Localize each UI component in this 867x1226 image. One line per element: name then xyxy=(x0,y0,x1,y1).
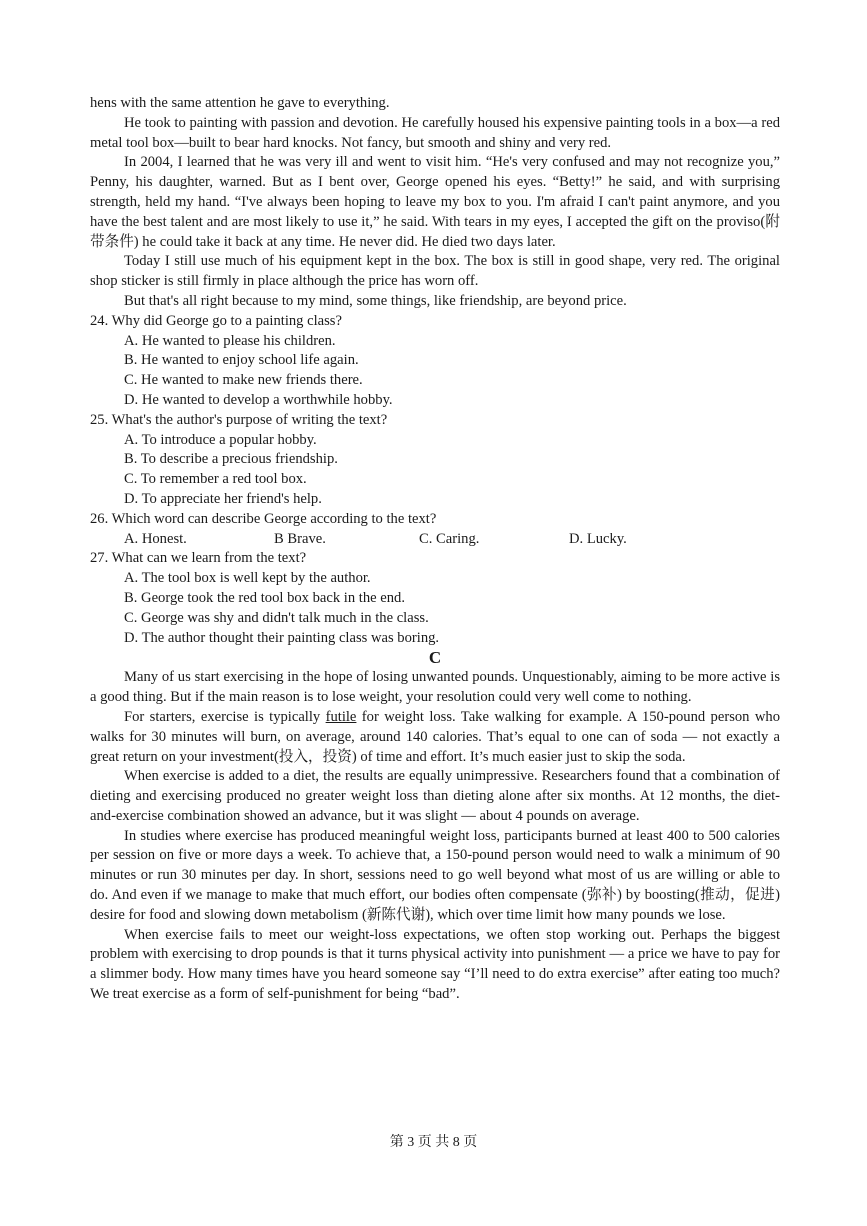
option-a: A. To introduce a popular hobby. xyxy=(124,431,317,448)
option-b: B. To describe a precious friendship. xyxy=(124,451,338,468)
text-run: For starters, exercise is typically xyxy=(124,708,326,725)
option-b: B. He wanted to enjoy school life again. xyxy=(124,352,359,369)
question-25 xyxy=(90,411,780,510)
passage-paragraph: Many of us start exercising in the hope of losing unwanted pounds. Unquestionably, aiming to be more active is a good thing. But if the main reason is to lose weight, your resolution could very well come to nothing. xyxy=(90,669,780,706)
option-d: D. To appreciate her friend's help. xyxy=(124,490,322,507)
option-a: A. He wanted to please his children. xyxy=(124,332,336,349)
passage-paragraph: When exercise is added to a diet, the results are equally unimpressive. Researchers found that a combination of dieting and exercising produced no greater weight loss than dieting alone after six months. At 12 months, the diet-and-exercise combination showed an advance, but it was slight — about 4 pounds on average. xyxy=(90,768,780,824)
section-heading: C xyxy=(428,648,442,668)
question-stem: 27. What can we learn from the text? xyxy=(90,550,307,567)
underlined-word: futile xyxy=(325,708,357,725)
passage-paragraph: hens with the same attention he gave to everything. xyxy=(90,95,390,111)
option-b: B Brave. xyxy=(274,530,326,547)
option-d: D. The author thought their painting class was boring. xyxy=(124,629,440,646)
option-c: C. Caring. xyxy=(419,530,480,547)
option-c: C. George was shy and didn't talk much in the class. xyxy=(124,609,429,626)
passage-paragraph: He took to painting with passion and devotion. He carefully housed his expensive painting tools in a box—a red metal tool box—built to bear hard knocks. Not fancy, but smooth and shiny and very red. xyxy=(90,114,780,151)
option-d: D. Lucky. xyxy=(569,530,627,547)
option-c: C. He wanted to make new friends there. xyxy=(124,372,363,389)
passage-paragraph: When exercise fails to meet our weight-loss expectations, we often stop working out. Perhaps the biggest problem with exercising to drop pounds is that it turns physical activity into punishment — a price we have to pay for a slimmer body. How many times have you heard someone say “I’ll need to do extra exercise” after eating too much? We treat exercise as a form of self-punishment for being “bad”. xyxy=(90,926,780,1003)
options-row xyxy=(124,530,780,550)
question-stem: 25. What's the author's purpose of writing the text? xyxy=(90,411,388,428)
question-26 xyxy=(90,510,780,550)
question-stem: 24. Why did George go to a painting class? xyxy=(90,312,342,329)
option-a: A. Honest. xyxy=(124,530,187,547)
passage-paragraph xyxy=(90,708,780,767)
question-24 xyxy=(90,312,780,411)
question-27 xyxy=(90,549,780,648)
option-b: B. George took the red tool box back in the end. xyxy=(124,589,406,606)
option-d: D. He wanted to develop a worthwhile hobby. xyxy=(124,391,393,408)
passage-paragraph: In studies where exercise has produced meaningful weight loss, participants burned at least 400 to 500 calories per session on five or more days a week. To achieve that, a 150-pound person would need to walk a minimum of 90 minutes or run 30 minutes per day. In short, sessions need to go well beyond what most of us are willing or able to do. And even if we manage to make that much effort, our bodies often compensate (弥补) by boosting(推动，促进) desire for food and slowing down metabolism (新陈代谢), which over time limit how many pounds we lose. xyxy=(90,827,780,923)
page-footer: 第 3 页 共 8 页 xyxy=(389,1135,478,1150)
option-a: A. The tool box is well kept by the author. xyxy=(124,570,371,587)
text-run: for weight loss. Take walking for example. A 150-pound person who walks for 30 minutes will burn, on average, around 140 calories. That’s equal to one can of soda — not exactly a great return on your investment(投入，投资) of time and effort. It’s much easier just to skip the soda. xyxy=(90,708,780,765)
exam-page xyxy=(90,94,780,1005)
passage-paragraph: But that's all right because to my mind, some things, like friendship, are beyond price. xyxy=(124,292,627,309)
question-stem: 26. Which word can describe George according to the text? xyxy=(90,510,437,527)
passage-paragraph: In 2004, I learned that he was very ill and went to visit him. “He's very confused and may not recognize you,” Penny, his daughter, warned. But as I bent over, George opened his eyes. “Betty!” he said, and with surprising strength, held my hand. “I've always been hoping to leave my box to you. I'm afraid I can't paint anymore, and you have the best talent and are most likely to use it,” he said. With tears in my eyes, I accepted the gift on the proviso(附带条件) he could take it back at any time. He never did. He died two days later. xyxy=(90,154,780,250)
passage-paragraph: Today I still use much of his equipment kept in the box. The box is still in good shape, very red. The original shop sticker is still firmly in place although the price has worn off. xyxy=(90,253,780,290)
option-c: C. To remember a red tool box. xyxy=(124,471,307,488)
